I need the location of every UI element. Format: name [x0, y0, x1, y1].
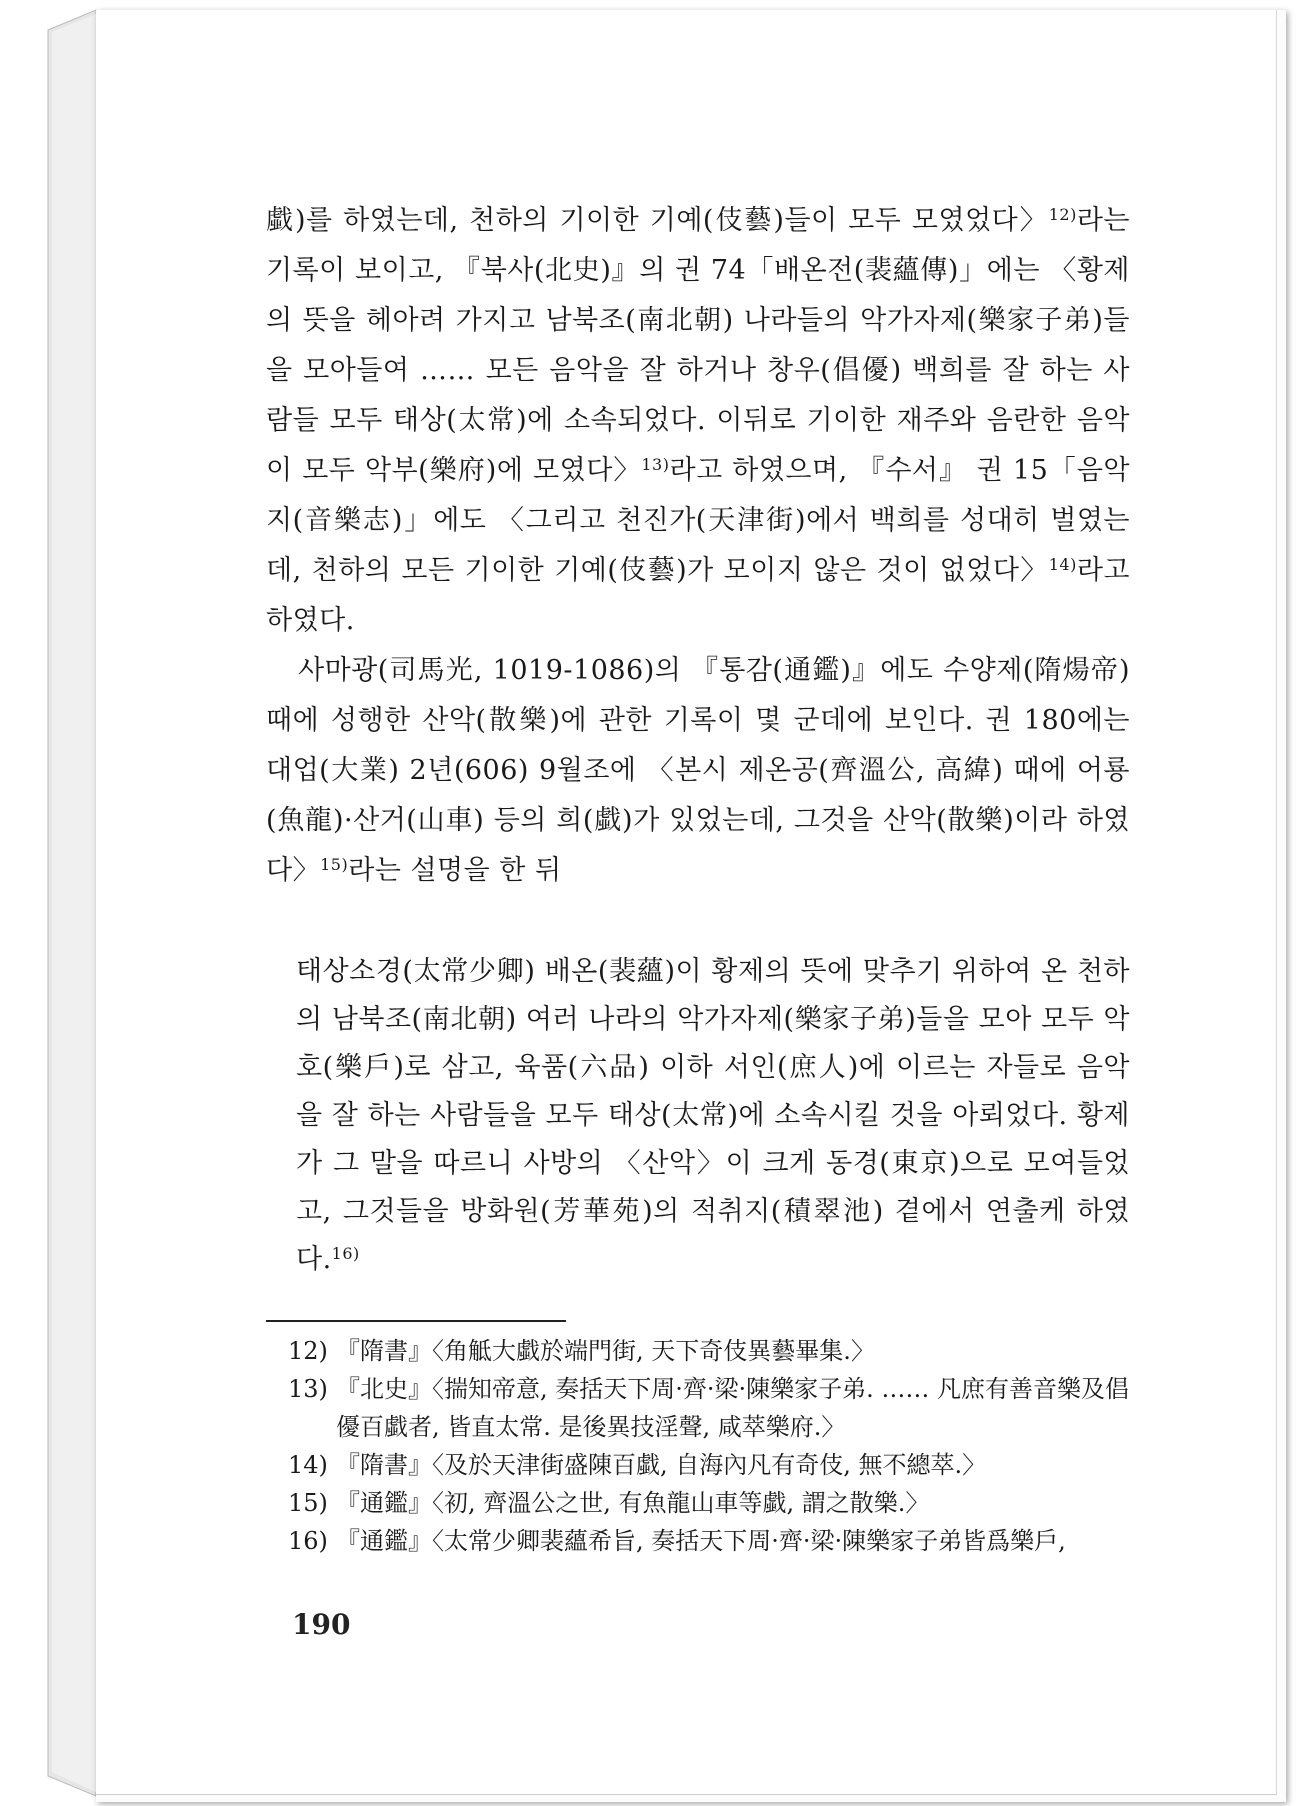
- footnote-ref-14: 14): [1048, 555, 1077, 574]
- paragraph-2-text: 사마광(司馬光, 1019-1086)의 『통감(通鑑)』에도 수양제(隋煬帝) 때에 성행한 산악(散樂)에 관한 기록이 몇 군데에 보인다. 권 180에는 대업(大業) 2년(606) 9월조에 〈본시 제온공(齊溫公, 高緯) 때에 어룡(魚龍)·산거(山車) 등의 희(戱)가 있었는데, 그것을 산악(散樂)이라 하였다〉: [266, 655, 1130, 886]
- page-number: 190: [292, 1608, 351, 1641]
- footnote-divider: [266, 1320, 566, 1322]
- footnote-number: 16): [288, 1527, 328, 1555]
- footnote-item: [266, 1522, 1130, 1560]
- paragraph-2: [266, 646, 1130, 896]
- footnote-ref-16: 16): [331, 1244, 360, 1263]
- paragraph-1-continued: 라는 기록이 보이고, 『북사(北史)』의 권 74「배온전(裴蘊傳)」에는 〈황제의 뜻을 헤아려 가지고 남북조(南北朝) 나라들의 악가자제(樂家子弟)들을 모아들여 …… 모든 음악을 잘 하거나 창우(倡優) 백희를 잘 하는 사람들 모두 태상(太常)에 소속되었다. 이뒤로 기이한 재주와 음란한 음악이 모두 악부(樂府)에 모였다〉: [266, 205, 1130, 486]
- paragraph-2-end: 라는 설명을 한 뒤: [348, 855, 562, 886]
- footnote-number: 12): [288, 1337, 328, 1365]
- footnotes: [266, 1332, 1130, 1560]
- footnote-number: 13): [288, 1375, 328, 1403]
- footnote-item: [266, 1370, 1130, 1446]
- page-content: [266, 196, 1130, 1560]
- footnote-text: 『北史』〈揣知帝意, 奏括天下周·齊·梁·陳樂家子弟. …… 凡庶有善音樂及倡優百戱者, 皆直太常. 是後異技淫聲, 咸萃樂府.〉: [336, 1375, 1130, 1441]
- footnote-text: 『隋書』〈及於天津街盛陳百戱, 自海內凡有奇伎, 無不總萃.〉: [336, 1451, 987, 1479]
- footnote-ref-12: 12): [1048, 205, 1077, 224]
- block-quote-text: 태상소경(太常少卿) 배온(裴蘊)이 황제의 뜻에 맞추기 위하여 온 천하의 남북조(南北朝) 여러 나라의 악가자제(樂家子弟)들을 모아 모두 악호(樂戶)로 삼고, 육품(六品) 이하 서인(庶人)에 이르는 자들로 음악을 잘 하는 사람들을 모두 태상(太常)에 소속시킬 것을 아뢰었다. 황제가 그 말을 따르니 사방의 〈산악〉이 크게 동경(東京)으로 모여들었고, 그것들을 방화원(芳華苑)의 적취지(積翠池) 곁에서 연출케 하였다.: [296, 956, 1130, 1275]
- paragraph-1-continued-2: 라고 하였으며, 『수서』 권 15「음악지(音樂志)」에도 〈그리고 천진가(天津街)에서 백희를 성대히 벌였는데, 천하의 모든 기이한 기예(伎藝)가 모이지 않은 것이 없었다〉: [266, 455, 1131, 586]
- paragraph-1: [266, 196, 1130, 646]
- footnote-text: 『通鑑』〈太常少卿裴蘊希旨, 奏括天下周·齊·梁·陳樂家子弟皆爲樂戶,: [336, 1527, 1066, 1555]
- footnote-ref-15: 15): [320, 855, 349, 874]
- footnote-item: [266, 1484, 1130, 1522]
- footnote-item: [266, 1446, 1130, 1484]
- footnote-number: 14): [288, 1451, 328, 1479]
- block-quote: [296, 948, 1130, 1284]
- footnote-text: 『通鑑』〈初, 齊溫公之世, 有魚龍山車等戱, 謂之散樂.〉: [336, 1489, 930, 1517]
- paragraph-1-end: 라고 하였다.: [266, 555, 1130, 636]
- footnote-number: 15): [288, 1489, 328, 1517]
- footnote-item: [266, 1332, 1130, 1370]
- footnote-ref-13: 13): [641, 455, 670, 474]
- paragraph-1-text: 戱)를 하였는데, 천하의 기이한 기예(伎藝)들이 모두 모였었다〉: [266, 205, 1049, 236]
- footnote-text: 『隋書』〈角觝大戱於端門街, 天下奇伎異藝畢集.〉: [336, 1337, 875, 1365]
